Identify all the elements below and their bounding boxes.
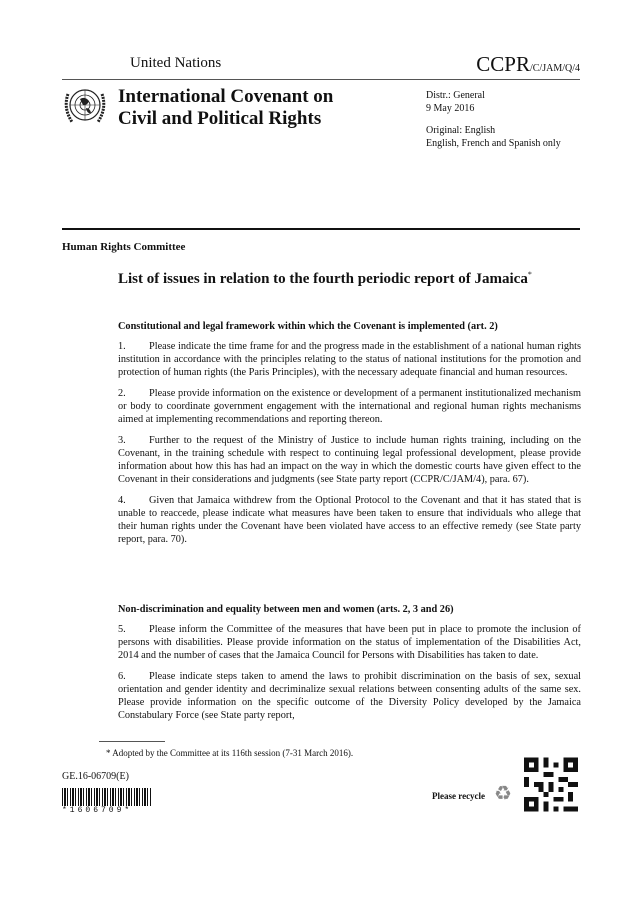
heading-text: List of issues in relation to the fourth periodic report of Jamaica: [118, 271, 528, 287]
recycle-label: Please recycle: [432, 791, 486, 801]
paragraph: [118, 387, 581, 426]
document-symbol: [476, 52, 580, 77]
barcode-text: *1606709*: [62, 806, 133, 815]
paragraph-number: 4.: [118, 495, 126, 506]
paragraph-number: 1.: [118, 341, 126, 352]
languages: English, French and Spanish only: [426, 138, 561, 149]
title-line: International Covenant on: [118, 86, 334, 107]
title-line: Civil and Political Rights: [118, 108, 322, 129]
section-title: Non-discrimination and equality between men and women (arts. 2, 3 and 26): [118, 604, 454, 615]
section-title: Constitutional and legal framework within which the Covenant is implemented (art. 2): [118, 321, 498, 332]
symbol-suffix: /C/JAM/Q/4: [529, 63, 580, 74]
paragraph-number: 2.: [118, 388, 126, 399]
divider: [62, 79, 580, 80]
footnote-divider: [99, 741, 165, 742]
org-name: United Nations: [130, 55, 222, 71]
paragraph-text: Please indicate steps taken to amend the laws to prohibit discrimination on the basis of sex, sexual orientation and gender identity and decriminalize sexual relations between consenting adults of the same sex. Please provide information on the specific outcome of the Diversity Policy developed by the Jamaica Constabulary Force (see State party report,: [118, 671, 581, 721]
paragraph: [118, 670, 581, 722]
paragraph-text: Further to the request of the Ministry of Justice to include human rights training, including on the Covenant, in the training schedule with respect to continuing legal professional development, please provide information about how this has had an impact on the way in which the domestic courts have given effect to the Covenant in their considerations and judgments (see State party report (CCPR/C/JAM/4), para. 67).: [118, 435, 581, 485]
un-emblem-icon: [62, 84, 108, 128]
paragraph-number: 5.: [118, 624, 126, 635]
document-meta: [426, 89, 561, 150]
document-title: [118, 86, 333, 130]
qr-code-icon: [524, 757, 578, 812]
barcode-icon: [62, 788, 152, 806]
paragraph: [118, 623, 581, 662]
committee-name: Human Rights Committee: [62, 241, 186, 253]
paragraph-text: Please inform the Committee of the measures that have been put in place to promote the inclusion of persons with disabilities. Please provide information on the status of implementation of the Disabilities Act, 2014 and the number of cases that the Jamaica Council for Persons with Disabilities has taken to date.: [118, 624, 581, 661]
paragraph-number: 6.: [118, 671, 126, 682]
paragraph: [118, 494, 581, 546]
paragraph-number: 3.: [118, 435, 126, 446]
paragraph-text: Please provide information on the existence or development of a permanent institutionalized mechanism or body to coordinate government engagement with the international and regional human rights mechanisms aimed at implementing recommendations and reporting thereon.: [118, 388, 581, 425]
original-language: Original: English: [426, 125, 496, 136]
symbol-main: CCPR: [476, 52, 530, 76]
job-number: GE.16-06709(E): [62, 771, 129, 782]
paragraph-text: Please indicate the time frame for and the progress made in the establishment of a national human rights institution in accordance with the principles relating to the status of national institutions for the promotion and protection of human rights (the Paris Principles), with the necessary adequate financial and human resources.: [118, 341, 581, 378]
footnote: * Adopted by the Committee at its 116th session (7-31 March 2016).: [106, 748, 354, 758]
footnote-mark: *: [527, 270, 532, 279]
date: 9 May 2016: [426, 103, 475, 114]
distribution: Distr.: General: [426, 90, 485, 101]
section: [118, 320, 581, 554]
divider: [62, 228, 580, 230]
paragraph: [118, 340, 581, 379]
paragraph: [118, 434, 581, 486]
paragraph-text: Given that Jamaica withdrew from the Optional Protocol to the Covenant and that it has stated that is unable to reaccede, please indicate what measures have been taken to ensure that individuals who allege that their human rights under the Covenant have been violated have access to an effective remedy (see State party report, para. 70).: [118, 495, 581, 545]
recycle-icon: ♻: [494, 783, 512, 805]
page-heading: [118, 266, 580, 288]
section: [118, 603, 581, 730]
